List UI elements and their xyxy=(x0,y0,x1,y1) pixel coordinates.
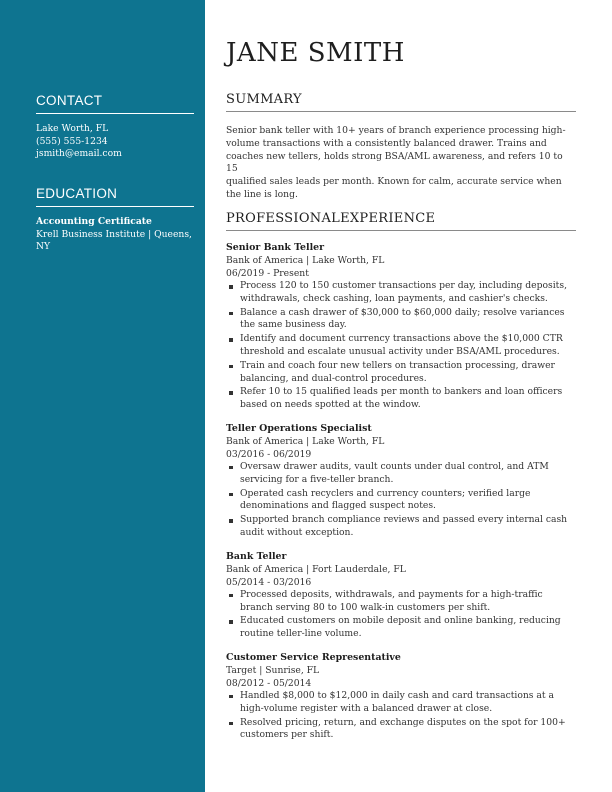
bullet-line: Identify and document currency transactions above the $10,000 CTR xyxy=(240,333,563,345)
bullet-icon xyxy=(229,722,233,726)
bullet-line: Handled $8,000 to $12,000 in daily cash and card transactions at a xyxy=(240,689,554,701)
bullet-line: customers per shift. xyxy=(240,729,334,741)
bullet-line: branch serving 80 to 100 walk-in customers per shift. xyxy=(240,601,491,613)
bullet-item xyxy=(226,333,576,359)
education-school-cont: NY xyxy=(36,241,51,253)
summary-line: coaches new tellers, holds strong BSA/AML awareness, and refers 10 to 15 xyxy=(226,150,563,175)
job-entry xyxy=(226,651,576,742)
job-company: Bank of America | Fort Lauderdale, FL xyxy=(226,563,406,575)
bullet-item xyxy=(226,360,576,386)
bullet-line: based on needs spotted at the window. xyxy=(240,399,421,411)
job-entry xyxy=(226,422,576,540)
contact-email: jsmith@email.com xyxy=(36,148,122,160)
bullet-line: balancing, and dual-control procedures. xyxy=(240,372,427,384)
job-title: Bank Teller xyxy=(226,550,287,562)
contact-section xyxy=(36,93,194,161)
job-title: Senior Bank Teller xyxy=(226,242,325,253)
bullet-line: Resolved pricing, return, and exchange disputes on the spot for 100+ xyxy=(240,716,566,728)
summary-line: qualified sales leads per month. Known for calm, accurate service when xyxy=(226,176,562,188)
experience-heading: PROFESSIONALEXPERIENCE xyxy=(226,211,576,231)
bullet-line: Process 120 to 150 customer transactions per day, including deposits, xyxy=(240,280,567,291)
bullet-line: audit without exception. xyxy=(240,526,354,538)
job-bullets xyxy=(226,280,576,412)
education-section xyxy=(36,186,194,254)
bullet-icon xyxy=(229,338,233,342)
bullet-line: Educated customers on mobile deposit and online banking, reducing xyxy=(240,615,561,627)
bullet-line: servicing for a five-teller branch. xyxy=(240,473,394,485)
contact-heading: CONTACT xyxy=(36,93,194,114)
bullet-icon xyxy=(229,594,233,598)
bullet-icon xyxy=(229,493,233,497)
bullet-icon xyxy=(229,620,233,624)
summary-text xyxy=(226,125,576,202)
summary-line: Senior bank teller with 10+ years of branch experience processing high- xyxy=(226,125,566,136)
bullet-item xyxy=(226,514,576,540)
contact-details xyxy=(36,123,194,161)
bullet-line: the same business day. xyxy=(240,319,347,331)
summary-line: volume transactions with a consistently balanced drawer. Trains and xyxy=(226,137,547,149)
bullet-line: Oversaw drawer audits, vault counts under dual control, and ATM xyxy=(240,460,549,472)
bullet-line: Supported branch compliance reviews and passed every internal cash xyxy=(240,514,568,526)
bullet-line: Operated cash recyclers and currency counters; verified large xyxy=(240,487,531,499)
bullet-line: threshold and escalate unusual activity under BSA/AML procedures. xyxy=(240,345,560,357)
bullet-item xyxy=(226,461,576,487)
job-dates: 08/2012 - 05/2014 xyxy=(226,677,312,689)
contact-location: Lake Worth, FL xyxy=(36,123,109,134)
job-dates: 06/2019 - Present xyxy=(226,268,309,279)
bullet-line: denominations and flagged suspect notes. xyxy=(240,500,436,512)
bullet-line: Balance a cash drawer of $30,000 to $60,000 daily; resolve variances xyxy=(240,306,565,318)
job-bullets xyxy=(226,589,576,641)
summary-heading: SUMMARY xyxy=(226,92,576,112)
candidate-name: JANE SMITH xyxy=(226,38,405,68)
summary-line: the line is long. xyxy=(226,188,298,200)
bullet-icon xyxy=(229,285,233,289)
bullet-icon xyxy=(229,391,233,395)
bullet-line: high-volume register with a balanced drawer at close. xyxy=(240,702,493,714)
job-entry xyxy=(226,241,576,412)
bullet-item xyxy=(226,690,576,716)
job-dates: 05/2014 - 03/2016 xyxy=(226,576,312,588)
bullet-icon xyxy=(229,312,233,316)
job-entry xyxy=(226,550,576,641)
bullet-icon xyxy=(229,695,233,699)
education-school: Krell Business Institute | Queens, xyxy=(36,228,192,240)
bullet-icon xyxy=(229,365,233,369)
sidebar xyxy=(0,0,205,792)
contact-phone: (555) 555-1234 xyxy=(36,135,108,147)
bullet-icon xyxy=(229,519,233,523)
bullet-item xyxy=(226,488,576,514)
education-details xyxy=(36,216,194,254)
bullet-icon xyxy=(229,466,233,470)
bullet-item xyxy=(226,386,576,412)
job-company: Bank of America | Lake Worth, FL xyxy=(226,435,385,447)
bullet-line: routine teller-line volume. xyxy=(240,628,362,640)
education-heading: EDUCATION xyxy=(36,186,194,207)
job-dates: 03/2016 - 06/2019 xyxy=(226,448,312,460)
job-company: Bank of America | Lake Worth, FL xyxy=(226,255,385,266)
job-title: Teller Operations Specialist xyxy=(226,422,372,434)
bullet-item xyxy=(226,280,576,306)
bullet-item xyxy=(226,307,576,333)
bullet-item xyxy=(226,589,576,615)
bullet-line: withdrawals, check cashing, loan payments, and cashier's checks. xyxy=(240,292,548,304)
education-degree: Accounting Certificate xyxy=(36,216,152,227)
bullet-line: Train and coach four new tellers on transaction processing, drawer xyxy=(240,359,555,371)
job-company: Target | Sunrise, FL xyxy=(226,664,320,676)
bullet-line: Processed deposits, withdrawals, and payments for a high-traffic xyxy=(240,588,543,600)
job-list xyxy=(226,241,576,752)
job-bullets xyxy=(226,461,576,540)
bullet-item xyxy=(226,615,576,641)
job-bullets xyxy=(226,690,576,742)
bullet-item xyxy=(226,717,576,743)
job-title: Customer Service Representative xyxy=(226,651,401,663)
bullet-line: Refer 10 to 15 qualified leads per month to bankers and loan officers xyxy=(240,386,563,398)
